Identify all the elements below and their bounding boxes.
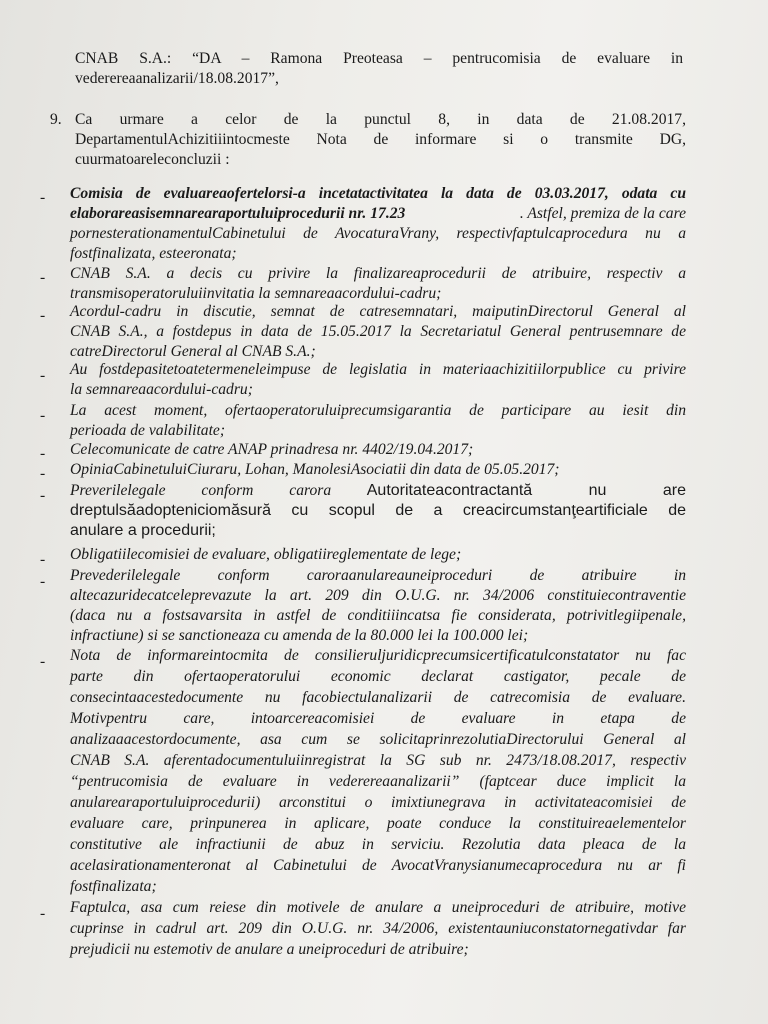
bullet-10-line-1: Prevederilelegale conform caroraanulareauneiproceduri de atribuire in (70, 567, 686, 584)
bullet-dash: - (40, 551, 46, 568)
bullet-1-line-1: Comisia de evaluareaofertelorsi-a incetatactivitatea la data de 03.03.2017, odata cu (70, 185, 686, 202)
bullet-1-line-3: pornesterationamentulCabinetului de AvocaturaVrany, respectivfaptulcaprocedura nu a (70, 225, 686, 242)
bullet-3-line-3: catreDirectorul General al CNAB S.A.; (70, 343, 316, 360)
bullet-dash: - (40, 905, 46, 922)
intro-line-1: CNAB S.A.: “DA – Ramona Preoteasa – pentrucomisia de evaluare in (75, 50, 683, 67)
bullet-11-line-11: acelasirationamenteronat al Cabinetului de AvocatVranysianumecaprocedura nu ar fi (70, 857, 686, 874)
bullet-8-line-3: anulare a procedurii; (70, 522, 216, 539)
bullet-11-line-4: Motivpentru care, intoarcereacomisiei de evaluare in etapa de (70, 710, 686, 727)
bullet-dash: - (40, 307, 46, 324)
bullet-dash: - (40, 445, 46, 462)
bullet-dash: - (40, 573, 46, 590)
bullet-11-line-1: Nota de informareintocmita de consilieruljuridicprecumsicertificatulconstatator nu fac (70, 647, 686, 664)
bullet-dash: - (40, 367, 46, 384)
bullet-8-line-1-italic: Preverilelegale conform carora (70, 482, 332, 499)
bullet-11-line-3: consecintaacestedocumente nu facobiectulanalizarii de catrecomisia de evaluare. (70, 689, 686, 706)
bullet-3-line-1: Acordul-cadru in discutie, semnat de catresemnatari, maiputinDirectorul General al (70, 303, 686, 320)
bullet-4-line-1: Au fostdepasitetoatetermeneleimpuse de legislatia in materiaachizitiilorpublice cu privire (70, 361, 686, 378)
bullet-12-line-1: Faptulca, asa cum reiese din motivele de anulare a uneiproceduri de atribuire, motive (70, 899, 686, 916)
bullet-2-line-1: CNAB S.A. a decis cu privire la finalizareaprocedurii de atribuire, respectiv a (70, 265, 686, 282)
item-9-line-2: DepartamentulAchizitiiintocmeste Nota de informare si o transmite DG, (75, 131, 686, 148)
bullet-8-line-2: dreptulsăadopteniciomăsură cu scopul de a creacircumstanţeartificiale de (70, 502, 686, 519)
bullet-6-line-1: Celecomunicate de catre ANAP prinadresa nr. 4402/19.04.2017; (70, 441, 474, 458)
bullet-5-line-1: La acest moment, ofertaoperatoruluiprecumsigarantia de participare au iesit din (70, 402, 686, 419)
bullet-10-line-2: altecazuridecatceleprevazute la art. 209 din O.U.G. nr. 34/2006 constituiecontraventie (70, 587, 686, 604)
bullet-11-line-10: constitutive ale infractiunii de abuz in serviciu. Rezolutia data pleaca de la (70, 836, 686, 853)
bullet-12-line-3: prejudicii nu estemotiv de anulare a uneiproceduri de atribuire; (70, 941, 469, 958)
bullet-3-line-2: CNAB S.A., a fostdepus in data de 15.05.2017 la Secretariatul General pentrusemnare de (70, 323, 686, 340)
bullet-dash: - (40, 407, 46, 424)
bullet-2-line-2: transmisoperatoruluiinvitatia la semnareaacordului-cadru; (70, 285, 442, 302)
bullet-11-line-2: parte din ofertaoperatorului economic declarat castigator, pecale de (70, 668, 686, 685)
item-9-line-3: cuurmatoareleconcluzii : (75, 151, 230, 168)
bullet-dash: - (40, 653, 46, 670)
bullet-11-line-7: “pentrucomisia de evaluare in vederereaanalizarii” (faptcear duce implicit la (70, 773, 686, 790)
bullet-8-line-1 (70, 481, 686, 501)
bullet-4-line-2: la semnareaacordului-cadru; (70, 381, 253, 398)
bullet-11-line-9: evaluare care, prinpunerea in aplicare, poate conduce la constituireaelementelor (70, 815, 686, 832)
bullet-1-line-2-bold: elaborareasisemnarearaportuluiprocedurii nr. 17.23 (70, 205, 406, 222)
bullet-10-line-3: (daca nu a fostsavarsita in astfel de conditiiincatsa fie considerata, potrivitlegiipenale, (70, 607, 686, 624)
item-9-line-1: Ca urmare a celor de la punctul 8, in data de 21.08.2017, (75, 111, 686, 128)
bullet-5-line-2: perioada de valabilitate; (70, 422, 226, 439)
bullet-11-line-6: CNAB S.A. aferentadocumentuluiinregistrat la SG sub nr. 2473/18.08.2017, respectiv (70, 752, 686, 769)
intro-line-2: vederereaanalizarii/18.08.2017”, (75, 70, 279, 87)
bullet-dash: - (40, 189, 46, 206)
bullet-8-line-1-sans: Autoritateacontractantă nu are (366, 482, 686, 499)
bullet-1-line-2 (70, 204, 686, 224)
bullet-10-line-4: infractiune) si se sanctioneaza cu amenda de la 80.000 lei la 100.000 lei; (70, 627, 529, 644)
bullet-1-line-4: fostfinalizata, esteeronata; (70, 245, 237, 262)
bullet-12-line-2: cuprinse in cadrul art. 209 din O.U.G. nr. 34/2006, existentauniuconstatornegativdar far (70, 920, 686, 937)
bullet-dash: - (40, 465, 46, 482)
bullet-dash: - (40, 269, 46, 286)
bullet-7-line-1: OpiniaCabinetuluiCiuraru, Lohan, ManolesiAsociatii din data de 05.05.2017; (70, 461, 560, 478)
bullet-11-line-8: anularearaportuluiprocedurii) arconstitui o imixtiunegrava in activitateacomisiei de (70, 794, 686, 811)
bullet-9-line-1: Obligatiilecomisiei de evaluare, obligatiireglementate de lege; (70, 546, 462, 563)
item-9-number: 9. (50, 111, 62, 128)
bullet-11-line-12: fostfinalizata; (70, 878, 157, 895)
bullet-11-line-5: analizaaacestordocumente, asa cum se solicitaprinrezolutiaDirectorului General al (70, 731, 686, 748)
bullet-1-line-2-rest: . Astfel, premiza de la care (519, 205, 686, 222)
bullet-dash: - (40, 487, 46, 504)
